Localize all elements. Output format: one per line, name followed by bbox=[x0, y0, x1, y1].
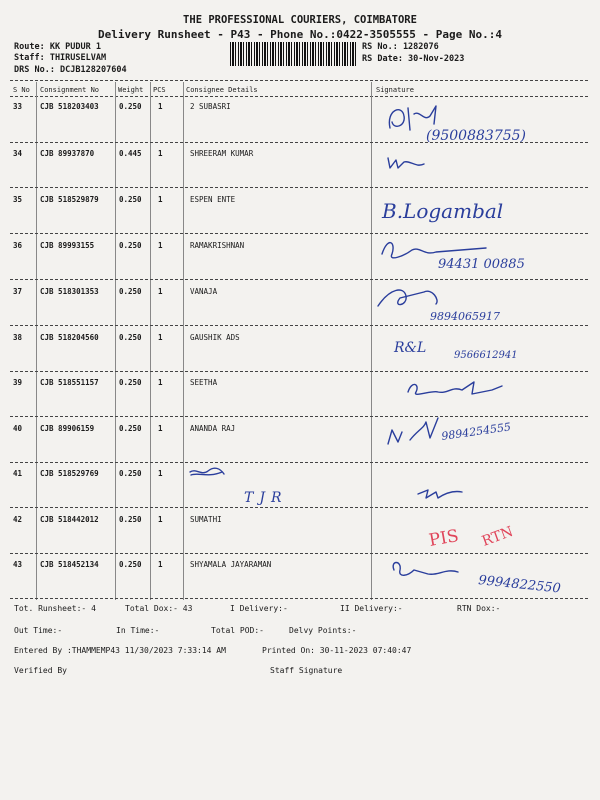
row-consignment: CJB 89906159 bbox=[40, 424, 95, 433]
row-sno: 42 bbox=[13, 515, 23, 524]
staff-label: Staff: THIRUSELVAM bbox=[14, 53, 107, 63]
col-header-consignee: Consignee Details bbox=[186, 86, 258, 94]
printed-on: Printed On: 30-11-2023 07:40:47 bbox=[262, 646, 412, 655]
total-dox: Total Dox:- 43 bbox=[125, 604, 193, 613]
signature-row-36 bbox=[376, 234, 556, 274]
col-divider bbox=[150, 82, 151, 600]
rs-number: RS No.: 1282076 bbox=[362, 42, 439, 52]
row-rule bbox=[10, 279, 588, 280]
phone-handwritten: (9500883755) bbox=[426, 128, 526, 144]
barcode bbox=[230, 42, 356, 66]
row-pcs: 1 bbox=[158, 195, 163, 204]
row-consignee: SEETHA bbox=[190, 378, 218, 387]
signature-row-37 bbox=[370, 282, 550, 326]
row-consignment: CJB 518529879 bbox=[40, 195, 99, 204]
row-sno: 40 bbox=[13, 424, 23, 433]
row-consignee: 2 SUBASRI bbox=[190, 102, 231, 111]
name-handwritten: B.Logambal bbox=[382, 199, 504, 223]
initials-handwritten: R&L bbox=[394, 340, 427, 356]
rs-date: RS Date: 30-Nov-2023 bbox=[362, 54, 465, 64]
signature-row-39 bbox=[402, 374, 532, 402]
row-consignment: CJB 518203403 bbox=[40, 102, 99, 111]
row-sno: 33 bbox=[13, 102, 23, 111]
row-weight: 0.445 bbox=[119, 149, 142, 158]
col-divider bbox=[183, 82, 184, 600]
in-time: In Time:- bbox=[116, 626, 160, 635]
signature-row-34 bbox=[384, 152, 434, 176]
row-pcs: 1 bbox=[158, 560, 163, 569]
row-consignment: CJB 89937870 bbox=[40, 149, 95, 158]
row-weight: 0.250 bbox=[119, 560, 142, 569]
row-consignee: SHYAMALA JAYARAMAN bbox=[190, 560, 272, 569]
col-header-signature: Signature bbox=[376, 86, 414, 94]
row-sno: 36 bbox=[13, 241, 23, 250]
row-consignee: VANAJA bbox=[190, 287, 218, 296]
phone-handwritten: 9566612941 bbox=[454, 350, 518, 361]
out-time: Out Time:- bbox=[14, 626, 63, 635]
row-weight: 0.250 bbox=[119, 378, 142, 387]
row-sno: 38 bbox=[13, 333, 23, 342]
signature-row-40 bbox=[382, 410, 552, 454]
row-rule bbox=[10, 462, 588, 463]
row-sno: 39 bbox=[13, 378, 23, 387]
row-pcs: 1 bbox=[158, 287, 163, 296]
total-runsheet: Tot. Runsheet:- 4 bbox=[14, 604, 96, 613]
row-consignment: CJB 518301353 bbox=[40, 287, 99, 296]
row-weight: 0.250 bbox=[119, 287, 142, 296]
row-pcs: 1 bbox=[158, 149, 163, 158]
col-divider bbox=[115, 82, 116, 600]
table-top-rule bbox=[10, 80, 588, 81]
signature-row-41 bbox=[414, 484, 474, 502]
signature-row-43 bbox=[388, 556, 588, 602]
signature-row-38 bbox=[392, 332, 562, 366]
col-header-pcs: PCS bbox=[153, 86, 166, 94]
col-header-sno: S No bbox=[13, 86, 30, 94]
return-notes-row-42 bbox=[428, 516, 558, 556]
row-pcs: 1 bbox=[158, 102, 163, 111]
row-consignment: CJB 518204560 bbox=[40, 333, 99, 342]
row-rule bbox=[10, 371, 588, 372]
delivery-points: Delvy Points:- bbox=[289, 626, 357, 635]
row-weight: 0.250 bbox=[119, 469, 142, 478]
row-pcs: 1 bbox=[158, 469, 163, 478]
row-consignment: CJB 518442012 bbox=[40, 515, 99, 524]
row-consignee: GAUSHIK ADS bbox=[190, 333, 240, 342]
col-header-weight: Weight bbox=[118, 86, 144, 94]
row-sno: 35 bbox=[13, 195, 23, 204]
phone-handwritten: 9894065917 bbox=[430, 310, 500, 323]
i-delivery: I Delivery:- bbox=[230, 604, 288, 613]
row-pcs: 1 bbox=[158, 241, 163, 250]
col-header-consignment: Consignment No bbox=[40, 86, 100, 94]
row-pcs: 1 bbox=[158, 333, 163, 342]
total-pod: Total POD:- bbox=[211, 626, 264, 635]
row-weight: 0.250 bbox=[119, 102, 142, 111]
company-title: THE PROFESSIONAL COURIERS, COIMBATORE bbox=[183, 14, 417, 26]
row-consignment: CJB 518452134 bbox=[40, 560, 99, 569]
row-sno: 37 bbox=[13, 287, 23, 296]
row-consignee: ESPEN ENTE bbox=[190, 195, 236, 204]
phone-handwritten: 9894254555 bbox=[440, 420, 512, 443]
row-consignment: CJB 518529769 bbox=[40, 469, 99, 478]
row-sno: 41 bbox=[13, 469, 23, 478]
tjr-handwritten: TJR bbox=[244, 490, 288, 506]
entered-by: Entered By :THAMMEMP43 11/30/2023 7:33:14 AM bbox=[14, 646, 226, 655]
rtn-note: RTN bbox=[479, 523, 516, 550]
row-weight: 0.250 bbox=[119, 424, 142, 433]
row-pcs: 1 bbox=[158, 515, 163, 524]
route-label: Route: KK PUDUR 1 bbox=[14, 42, 101, 52]
ii-delivery: II Delivery:- bbox=[340, 604, 403, 613]
row-rule bbox=[10, 187, 588, 188]
phone-handwritten: 94431 00885 bbox=[438, 257, 525, 272]
row-consignee: ANANDA RAJ bbox=[190, 424, 236, 433]
rtn-dox: RTN Dox:- bbox=[457, 604, 501, 613]
row-sno: 34 bbox=[13, 149, 23, 158]
staff-signature: Staff Signature bbox=[270, 666, 343, 675]
row-pcs: 1 bbox=[158, 378, 163, 387]
row-pcs: 1 bbox=[158, 424, 163, 433]
header-bottom-rule bbox=[10, 96, 588, 97]
row-sno: 43 bbox=[13, 560, 23, 569]
note-row-41 bbox=[240, 486, 310, 508]
runsheet-subtitle: Delivery Runsheet - P43 - Phone No.:0422-3505555 - Page No.:4 bbox=[98, 28, 502, 41]
col-divider bbox=[36, 82, 37, 600]
row-consignment: CJB 518551157 bbox=[40, 378, 99, 387]
row-weight: 0.250 bbox=[119, 195, 142, 204]
row-consignee: RAMAKRISHNAN bbox=[190, 241, 245, 250]
signature-row-33 bbox=[380, 100, 570, 148]
verified-by: Verified By bbox=[14, 666, 67, 675]
col-divider bbox=[371, 82, 372, 600]
pis-note: PIS bbox=[427, 526, 461, 551]
row-consignment: CJB 89993155 bbox=[40, 241, 95, 250]
row-consignee: SUMATHI bbox=[190, 515, 222, 524]
row-weight: 0.250 bbox=[119, 241, 142, 250]
row-weight: 0.250 bbox=[119, 333, 142, 342]
signature-row-35 bbox=[380, 192, 570, 226]
row-consignee: SHREERAM KUMAR bbox=[190, 149, 254, 158]
redacted-scribble bbox=[188, 466, 228, 480]
drs-number: DRS No.: DCJB128207604 bbox=[14, 65, 127, 75]
row-weight: 0.250 bbox=[119, 515, 142, 524]
phone-handwritten: 9994822550 bbox=[477, 573, 562, 597]
